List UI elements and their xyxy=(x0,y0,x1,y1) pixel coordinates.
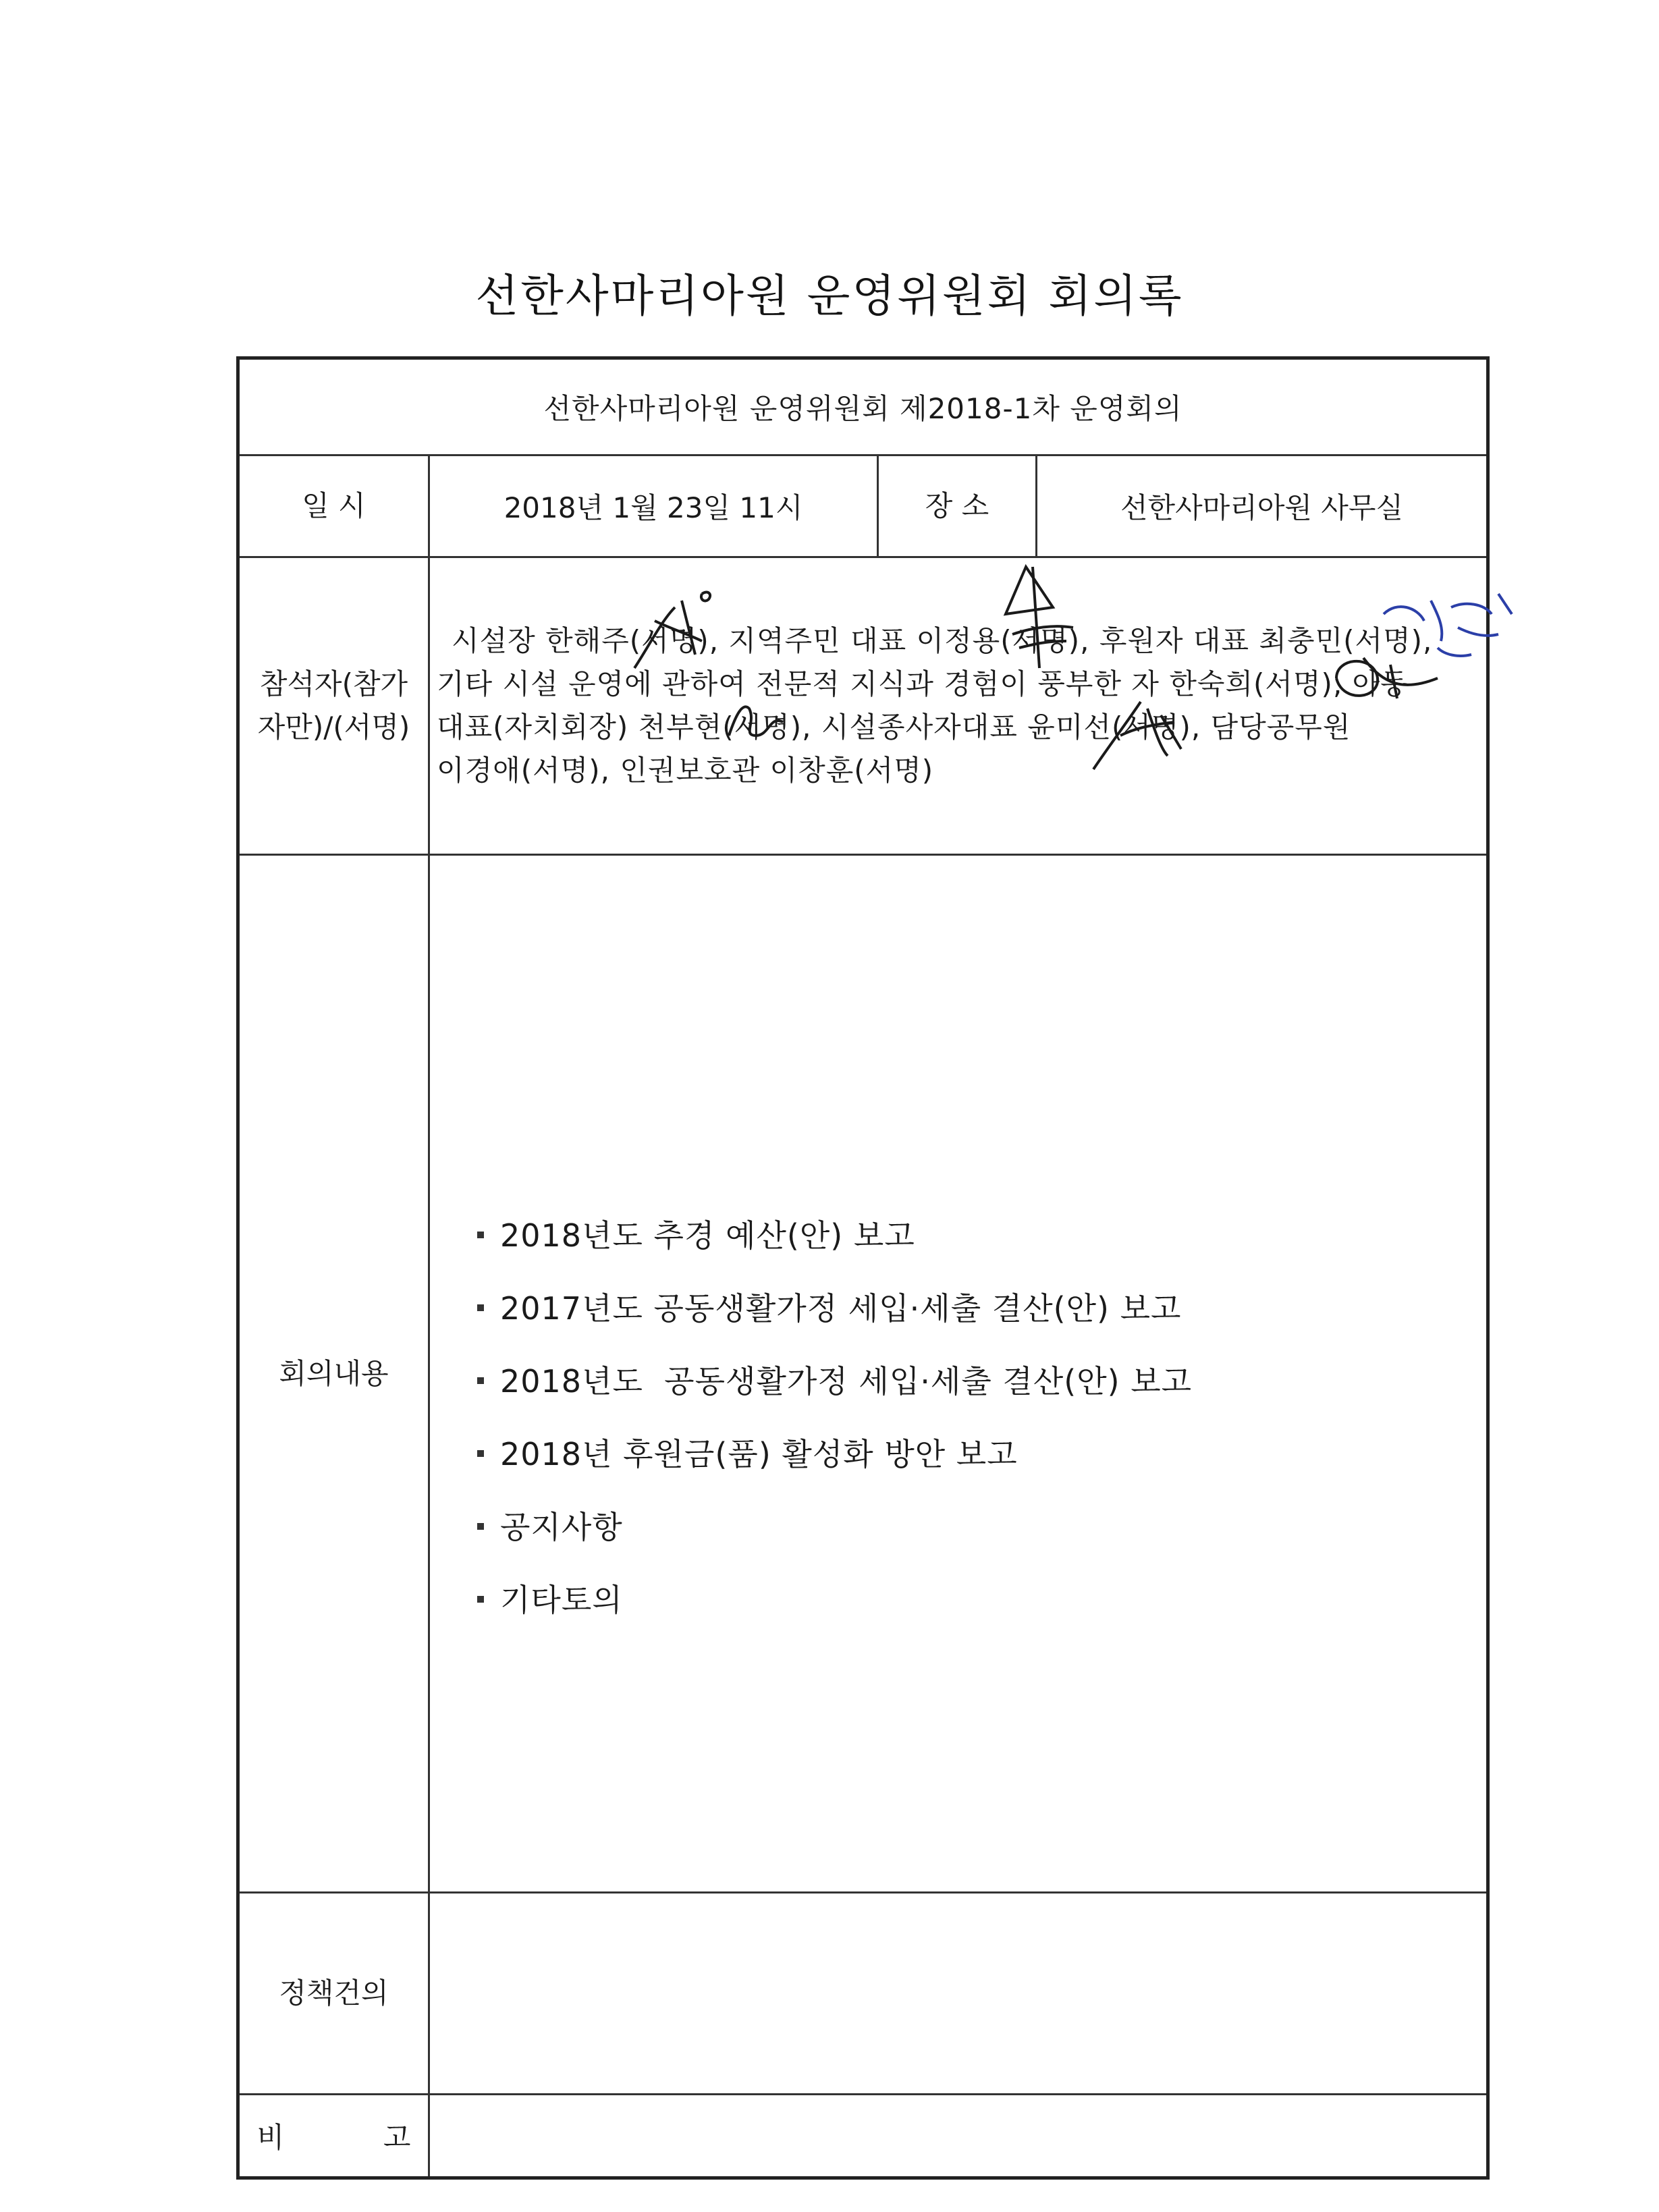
agenda-cell xyxy=(429,855,1488,1893)
date-value: 2018년 1월 23일 11시 xyxy=(429,455,878,557)
attendees-label-line2: 자만)/(서명) xyxy=(257,711,410,744)
date-row xyxy=(238,455,1488,557)
agenda-item xyxy=(477,1418,1486,1491)
attendees-label xyxy=(238,557,429,855)
square-bullet-icon xyxy=(477,1523,484,1530)
attendees-line: 이경애(서명), 인권보호관 이창훈(서명) xyxy=(437,754,934,787)
policy-label: 정책건의 xyxy=(238,1893,429,2095)
agenda-item-text: 2018년도 공동생활가정 세입·세출 결산(안) 보고 xyxy=(500,1362,1193,1400)
attendees-line: 대표(자치회장) 천부현(서명), 시설종사자대표 윤미선(서명), 담당공무원 xyxy=(437,711,1351,744)
agenda-item-text: 2018년 후원금(품) 활성화 방안 보고 xyxy=(500,1435,1018,1472)
agenda-item xyxy=(477,1345,1486,1418)
agenda-item xyxy=(477,1272,1486,1345)
place-label: 장 소 xyxy=(878,455,1037,557)
attendees-line: 시설장 한해주(서명), 지역주민 대표 이정용(서명), 후원자 대표 최충민(서명), xyxy=(452,624,1433,657)
header-row xyxy=(238,358,1488,455)
agenda-item-text: 2017년도 공동생활가정 세입·세출 결산(안) 보고 xyxy=(500,1290,1182,1327)
content-label: 회의내용 xyxy=(238,855,429,1893)
policy-row xyxy=(238,1893,1488,2095)
date-label: 일 시 xyxy=(238,455,429,557)
minutes-table xyxy=(236,356,1490,2180)
attendees-row xyxy=(238,557,1488,855)
agenda-item xyxy=(477,1491,1486,1564)
remark-label xyxy=(238,2095,429,2178)
content-row xyxy=(238,855,1488,1893)
square-bullet-icon xyxy=(477,1377,484,1384)
agenda-item-text: 2018년도 추경 예산(안) 보고 xyxy=(500,1217,915,1254)
square-bullet-icon xyxy=(477,1304,484,1311)
document-title: 선한사마리아원 운영위원회 회의록 xyxy=(475,270,1184,322)
square-bullet-icon xyxy=(477,1596,484,1603)
meeting-header: 선한사마리아원 운영위원회 제2018-1차 운영회의 xyxy=(238,358,1488,455)
agenda-item-text: 기타토의 xyxy=(500,1581,623,1618)
attendees-text xyxy=(429,557,1488,855)
place-value: 선한사마리아원 사무실 xyxy=(1037,455,1488,557)
remark-row xyxy=(238,2095,1488,2178)
attendees-line: 기타 시설 운영에 관하여 전문적 지식과 경험이 풍부한 자 한숙희(서명), 아동 xyxy=(437,667,1409,700)
agenda-item xyxy=(477,1564,1486,1636)
square-bullet-icon xyxy=(477,1450,484,1457)
attendees-label-line1: 참석자(참가 xyxy=(259,667,408,700)
agenda-item xyxy=(477,1199,1486,1272)
remark-label-left: 비 xyxy=(256,2121,285,2154)
remark-label-right: 고 xyxy=(383,2121,411,2154)
remark-value xyxy=(429,2095,1488,2178)
square-bullet-icon xyxy=(477,1232,484,1238)
policy-value xyxy=(429,1893,1488,2095)
agenda-list xyxy=(477,1199,1486,1636)
agenda-item-text: 공지사항 xyxy=(500,1508,623,1545)
